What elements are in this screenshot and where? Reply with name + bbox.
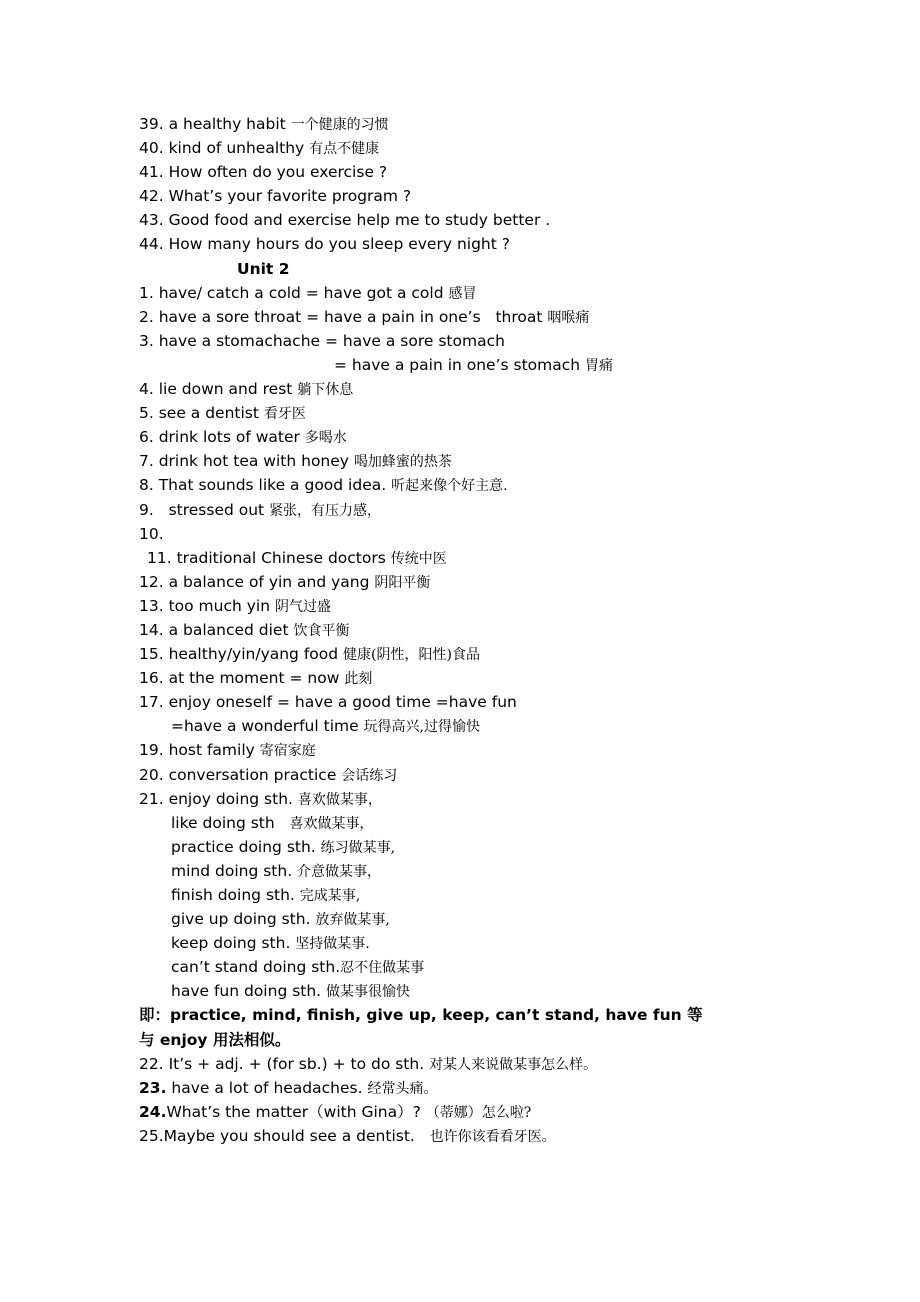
vocab-line-40: 40. kind of unhealthy 有点不健康 (139, 139, 380, 158)
unit2-line-12: 12. a balance of yin and yang 阴阳平衡 (139, 572, 431, 591)
unit2-line-21-practice: practice doing sth. 练习做某事, (171, 837, 396, 856)
unit2-line-16: 16. at the moment = now 此刻 (139, 669, 373, 688)
vocab-line-41: 41. How often do you exercise ? (139, 163, 388, 182)
unit2-line-17-cont: =have a wonderful time 玩得高兴,过得愉快 (171, 717, 481, 736)
unit2-line-24: 24.What’s the matter（with Gina）? （蒂娜）怎么啦? (139, 1102, 532, 1121)
unit2-line-21-finish: finish doing sth. 完成某事, (171, 886, 361, 904)
unit2-line-21-keep: keep doing sth. 坚持做某事. (171, 934, 370, 953)
usage-note-line-2: 与 enjoy 用法相似。 (139, 1030, 291, 1049)
vocab-line-42: 42. What’s your favorite program ? (139, 187, 412, 206)
unit2-line-22: 22. It’s + adj. + (for sb.) + to do sth. 对某人来说做某事怎么样。 (139, 1054, 598, 1073)
unit2-line-2: 2. have a sore throat = have a pain in one’s throat 咽喉痛 (139, 307, 590, 326)
unit2-line-7: 7. drink hot tea with honey 喝加蜂蜜的热茶 (139, 452, 452, 471)
unit2-line-13: 13. too much yin 阴气过盛 (139, 596, 331, 615)
document-page (139, 112, 839, 1148)
unit2-line-10: 10. (139, 524, 164, 543)
unit2-line-20: 20. conversation practice 会话练习 (139, 765, 398, 784)
unit2-line-4: 4. lie down and rest 躺下休息 (139, 380, 354, 399)
unit2-line-11: 11. traditional Chinese doctors 传统中医 (147, 548, 447, 567)
unit2-line-21-cantstand: can’t stand doing sth.忍不住做某事 (171, 958, 425, 977)
unit2-line-15: 15. healthy/yin/yang food 健康(阴性，阳性)食品 (139, 645, 480, 664)
unit2-line-3-cont: = have a pain in one’s stomach 胃痛 (334, 355, 614, 374)
unit-heading: Unit 2 (237, 259, 290, 278)
unit2-line-5: 5. see a dentist 看牙医 (139, 404, 306, 423)
vocab-line-39: 39. a healthy habit 一个健康的习惯 (139, 115, 389, 133)
unit2-line-1: 1. have/ catch a cold = have got a cold 感冒 (139, 283, 477, 302)
unit2-line-21-like: like doing sth 喜欢做某事， (171, 813, 374, 832)
unit2-line-21-mind: mind doing sth. 介意做某事， (171, 861, 382, 880)
vocab-line-43: 43. Good food and exercise help me to study better . (139, 211, 551, 230)
unit2-line-21-giveup: give up doing sth. 放弃做某事, (171, 910, 390, 929)
usage-note-line-1: 即：practice, mind, finish, give up, keep, can’t stand, have fun 等 (139, 1006, 703, 1025)
vocab-line-44: 44. How many hours do you sleep every night ? (139, 235, 510, 254)
unit2-line-9: 9. stressed out 紧张，有压力感， (139, 500, 382, 519)
unit2-line-14: 14. a balanced diet 饮食平衡 (139, 620, 350, 639)
unit2-line-17: 17. enjoy oneself = have a good time =have fun (139, 693, 517, 712)
unit2-line-21-havefun: have fun doing sth. 做某事很愉快 (171, 982, 411, 1001)
unit2-line-6: 6. drink lots of water 多喝水 (139, 428, 347, 447)
unit2-line-19: 19. host family 寄宿家庭 (139, 741, 316, 760)
unit2-line-21: 21. enjoy doing sth. 喜欢做某事， (139, 789, 382, 808)
unit2-line-25: 25.Maybe you should see a dentist. 也许你该看看牙医。 (139, 1126, 556, 1145)
unit2-line-23: 23. have a lot of headaches. 经常头痛。 (139, 1078, 438, 1097)
unit2-line-8: 8. That sounds like a good idea. 听起来像个好主意. (139, 476, 508, 495)
unit2-line-3: 3. have a stomachache = have a sore stomach (139, 331, 505, 350)
